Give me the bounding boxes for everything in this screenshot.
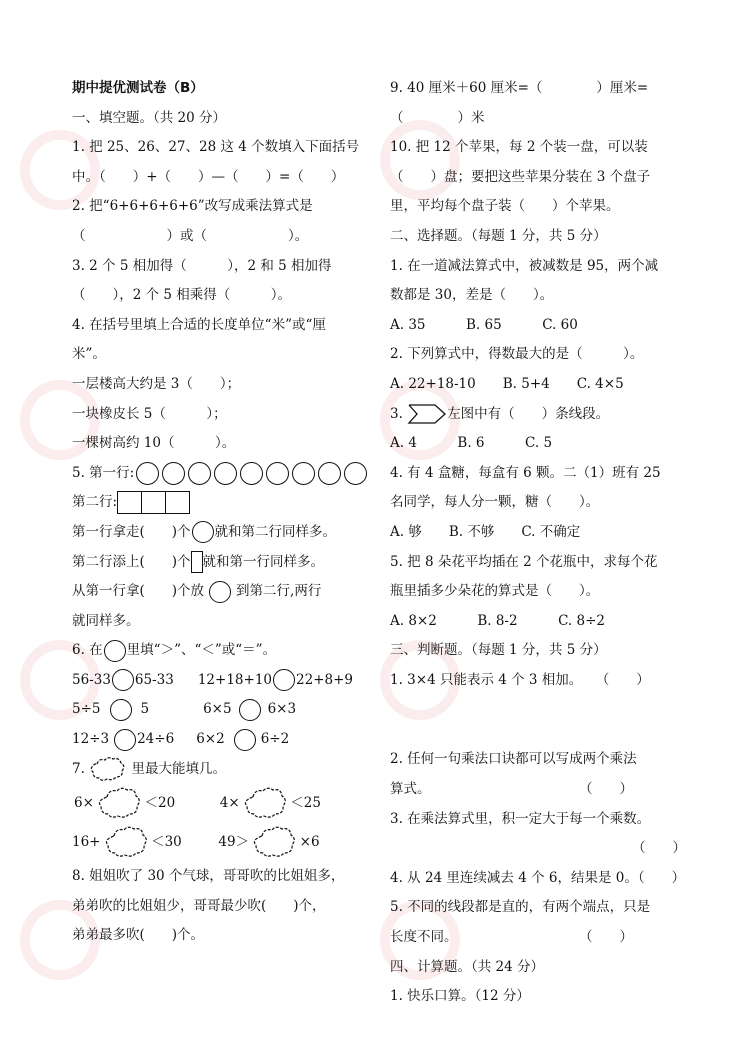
- expression: 6÷2: [260, 731, 290, 748]
- question-part: 就和第二行同样多。: [214, 523, 337, 540]
- chevron-shape-icon: [407, 403, 447, 425]
- question-text: （ ）或（ ）。: [72, 227, 309, 244]
- answer-options: A. 4 B. 6 C. 5: [390, 435, 553, 452]
- section-heading: 三、判断题。（每题 1 分，共 5 分）: [390, 642, 607, 659]
- row-one-label: 5. 第一行:: [72, 464, 135, 481]
- flower-blank-icon[interactable]: [98, 786, 140, 822]
- expression: ×6: [299, 834, 320, 851]
- question-text: 4. 在括号里填上合适的长度单位“米”或“厘: [72, 316, 326, 333]
- question-text: （ ）米: [390, 109, 485, 126]
- question-text: 1. 把 25、26、27、28 这 4 个数填入下面括号: [72, 139, 360, 156]
- compare-circle[interactable]: [112, 669, 134, 691]
- question-text: 一层楼高大约是 3（ ）；: [72, 375, 241, 392]
- flower-blank-icon[interactable]: [244, 786, 286, 822]
- expression: 24÷6: [137, 731, 175, 748]
- question-text: 4. 从 24 里连续减去 4 个 6，结果是 0。（ ）: [390, 869, 686, 886]
- expression: 6×: [74, 795, 94, 812]
- flower-blank-icon[interactable]: [253, 825, 295, 861]
- circle-icon: [188, 462, 211, 485]
- question-text: 算式。 （ ）: [390, 781, 633, 798]
- expression: ＜20: [144, 795, 176, 812]
- answer-blank: （ ）: [632, 840, 686, 857]
- question-text: 弟弟最多吹( )个。: [72, 927, 205, 944]
- circle-icon: [104, 640, 126, 662]
- circle-icon: [240, 462, 263, 485]
- compare-circle[interactable]: [239, 699, 261, 721]
- question-part: 从第一行拿( )个放: [72, 583, 205, 600]
- question-text: 2. 把“6+6+6+6+6”改写成乘法算式是: [72, 198, 313, 215]
- flower-blank-icon: [89, 755, 127, 783]
- question-text: 里，平均每个盘子装（ ）个苹果。: [390, 198, 620, 215]
- circle-icon: [209, 581, 231, 603]
- expression: 5: [140, 701, 150, 718]
- compare-circle[interactable]: [273, 669, 295, 691]
- question-text: 8. 姐姐吹了 30 个气球，哥哥吹的比姐姐多，: [72, 868, 345, 885]
- question-part: 3.: [390, 405, 403, 422]
- question-text: 9. 40 厘米＋60 厘米=（ ）厘米=: [390, 80, 649, 96]
- question-part: 到第二行,两行: [236, 583, 322, 600]
- expression: 4×: [219, 795, 240, 812]
- row-one-circles: [72, 459, 372, 489]
- circle-icon: [266, 462, 289, 485]
- circle-icon: [292, 462, 315, 485]
- question-text: 2. 任何一句乘法口诀都可以写成两个乘法: [390, 751, 637, 768]
- answer-options: A. 22+18-10 B. 5+4 C. 4×5: [390, 375, 624, 392]
- question-text: 1. 快乐口算。（12 分）: [390, 988, 530, 1005]
- expression: 12+18+10: [197, 671, 273, 688]
- question-part: 里填“＞”、“＜”或“＝”。: [126, 642, 277, 659]
- question-text: [72, 636, 372, 666]
- question-part: 第一行拿走( )个: [72, 523, 191, 540]
- answer-options: A. 8×2 B. 8-2 C. 8÷2: [390, 612, 605, 629]
- question-part: 6. 在: [72, 642, 103, 659]
- fill-row: [72, 784, 372, 822]
- expression: 49＞: [218, 834, 250, 851]
- circle-icon: [318, 462, 341, 485]
- question-text: 1. 3×4 只能表示 4 个 3 相加。 （ ）: [390, 671, 650, 688]
- row-two-label: 第二行:: [72, 494, 118, 511]
- row-two-squares: [72, 488, 372, 518]
- question-text: 就同样多。: [72, 612, 140, 629]
- question-text: 10. 把 12 个苹果，每 2 个装一盘，可以装: [390, 139, 648, 156]
- question-text: （ ），2 个 5 相乘得（ ）。: [72, 287, 292, 304]
- expression: 6×3: [267, 701, 297, 718]
- square-icon: [165, 491, 190, 514]
- section-heading: 一、填空题。（共 20 分）: [72, 109, 227, 126]
- square-icon: [117, 491, 142, 514]
- question-text: 名同学，每人分一颗，糖（ ）。: [390, 494, 600, 511]
- answer-options: A. 35 B. 65 C. 60: [390, 316, 578, 333]
- square-icon: [191, 551, 203, 573]
- question-text: 数都是 30，差是（ ）。: [390, 287, 554, 304]
- section-heading: 四、计算题。（共 24 分）: [390, 958, 545, 975]
- flower-blank-icon[interactable]: [105, 825, 147, 861]
- expression: ＜25: [290, 795, 321, 812]
- compare-circle[interactable]: [234, 729, 256, 751]
- question-text: [72, 577, 372, 607]
- compare-circle[interactable]: [114, 729, 136, 751]
- expression: 65-33: [134, 671, 174, 688]
- question-part: 7.: [72, 760, 85, 777]
- question-text: 一棵树高约 10（ ）。: [72, 435, 236, 452]
- spacer: [390, 695, 690, 745]
- question-text: [72, 548, 372, 578]
- expression: 6×2: [196, 731, 225, 748]
- compare-circle[interactable]: [110, 699, 132, 721]
- fill-row: [72, 822, 372, 862]
- section-heading: 二、选择题。（每题 1 分，共 5 分）: [390, 227, 607, 244]
- expression: 12÷3: [72, 731, 110, 748]
- circle-icon: [214, 462, 237, 485]
- question-text: 5. 不同的线段都是直的，有两个端点，只是: [390, 899, 651, 916]
- compare-row: [72, 695, 372, 725]
- square-icon: [141, 491, 166, 514]
- expression: 16+: [72, 834, 101, 851]
- question-part: 就和第一行同样多。: [202, 553, 325, 570]
- answer-options: A. 够 B. 不够 C. 不确定: [390, 523, 581, 540]
- right-column: [390, 74, 690, 1012]
- question-text: 长度不同。 （ ）: [390, 929, 633, 946]
- circle-icon: [162, 462, 185, 485]
- question-part: 里最大能填几。: [131, 760, 226, 777]
- question-text: 5. 把 8 朵花平均插在 2 个花瓶中，求每个花: [390, 553, 658, 570]
- question-text: 瓶里插多少朵花的算式是（ ）。: [390, 583, 600, 600]
- question-text: 米”。: [72, 346, 106, 363]
- circle-icon: [136, 462, 159, 485]
- question-text: [72, 755, 372, 785]
- compare-row: [72, 725, 372, 755]
- question-text: （ ）盘；要把这些苹果分装在 3 个盘子: [390, 168, 651, 185]
- exam-title: 期中提优测试卷（B）: [72, 80, 204, 96]
- question-text: 2. 下列算式中，得数最大的是（ ）。: [390, 346, 644, 363]
- question-part: 左图中有（ ）条线段。: [447, 405, 610, 422]
- expression: 6×5: [203, 701, 232, 718]
- compare-row: [72, 666, 372, 696]
- circle-icon: [192, 521, 214, 543]
- circle-icon: [344, 462, 367, 485]
- question-text: 1. 在一道减法算式中，被减数是 95，两个减: [390, 257, 659, 274]
- expression: 56-33: [72, 671, 111, 688]
- expression: 5÷5: [72, 701, 101, 718]
- expression: ＜30: [151, 834, 182, 851]
- question-text: [72, 518, 372, 548]
- expression: 22+8+9: [296, 671, 353, 688]
- question-text: [390, 400, 690, 430]
- question-text: 3. 在乘法算式里，积一定大于每一个乘数。: [390, 810, 651, 827]
- question-text: 一块橡皮长 5（ ）；: [72, 405, 227, 422]
- question-text: 3. 2 个 5 相加得（ ），2 和 5 相加得: [72, 257, 332, 274]
- question-part: 第二行添上( )个: [72, 553, 191, 570]
- question-text: 中。（ ）+（ ）—（ ）=（ ）: [72, 168, 345, 185]
- left-column: [72, 74, 372, 951]
- question-text: 4. 有 4 盒糖，每盒有 6 颗。二（1）班有 25: [390, 464, 661, 481]
- question-text: 弟弟吹的比姐姐少，哥哥最少吹( )个，: [72, 897, 326, 914]
